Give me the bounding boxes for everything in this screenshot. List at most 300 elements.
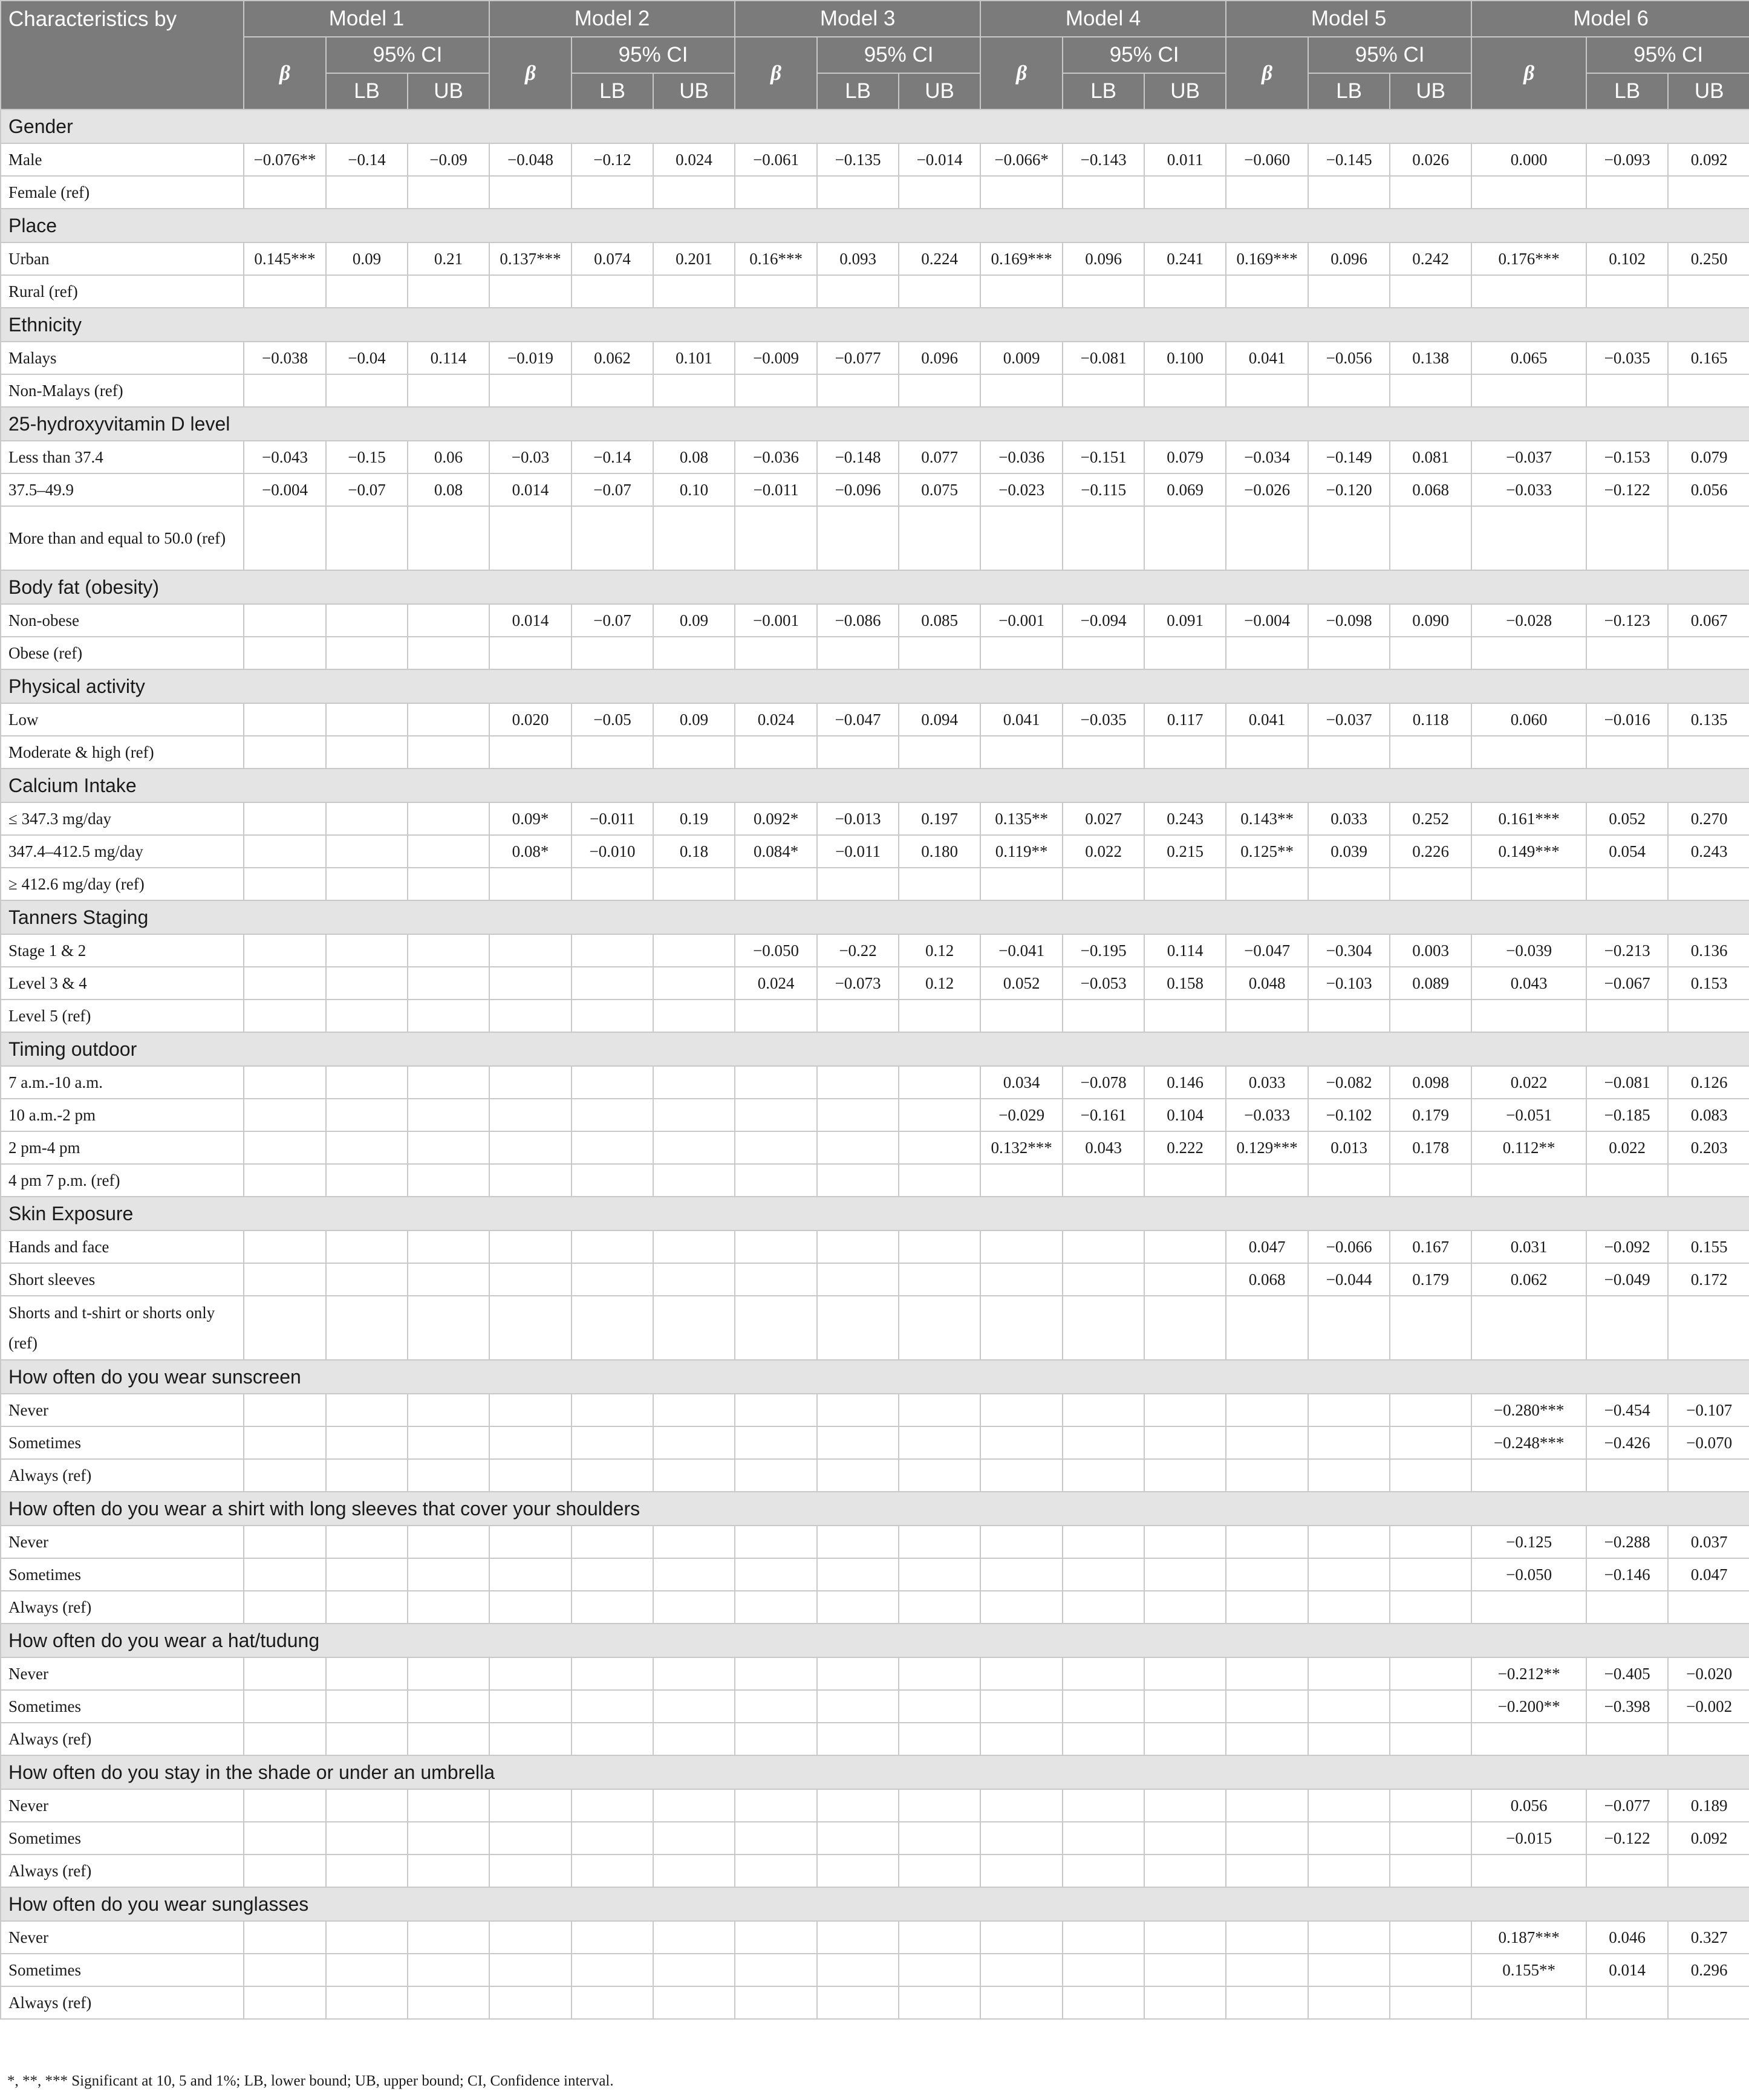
value-cell xyxy=(653,1164,735,1197)
row-label: Sometimes xyxy=(1,1426,244,1459)
value-cell: 0.153 xyxy=(1668,967,1749,1000)
value-cell xyxy=(408,1131,489,1164)
value-cell: −0.002 xyxy=(1668,1690,1749,1723)
value-cell xyxy=(899,1921,980,1954)
section-title: Physical activity xyxy=(1,669,1749,703)
value-cell: −0.102 xyxy=(1308,1099,1390,1131)
value-cell: 0.12 xyxy=(899,934,980,967)
value-cell xyxy=(1586,1296,1668,1360)
section-row xyxy=(1,1492,1749,1526)
table-row xyxy=(1,1723,1749,1755)
value-cell xyxy=(1586,736,1668,769)
value-cell xyxy=(1226,506,1308,570)
header-lb-model-1: LB xyxy=(326,73,408,109)
value-cell xyxy=(244,1066,326,1099)
value-cell: −0.047 xyxy=(1226,934,1308,967)
value-cell xyxy=(244,1690,326,1723)
value-cell xyxy=(817,1723,899,1755)
value-cell xyxy=(1063,374,1144,407)
row-label: Malays xyxy=(1,342,244,374)
value-cell xyxy=(653,934,735,967)
value-cell xyxy=(1586,1164,1668,1197)
value-cell xyxy=(572,1131,653,1164)
value-cell xyxy=(326,1426,408,1459)
value-cell xyxy=(735,868,817,900)
value-cell xyxy=(980,1723,1063,1755)
value-cell xyxy=(326,1723,408,1755)
value-cell xyxy=(408,1394,489,1426)
value-cell xyxy=(1668,637,1749,669)
value-cell: −0.05 xyxy=(572,703,653,736)
value-cell xyxy=(1144,1000,1226,1032)
value-cell xyxy=(1471,1000,1586,1032)
value-cell: 0.197 xyxy=(899,802,980,835)
table-row xyxy=(1,1394,1749,1426)
value-cell: −0.03 xyxy=(489,441,572,473)
value-cell: 0.126 xyxy=(1668,1066,1749,1099)
value-cell xyxy=(326,1657,408,1690)
value-cell xyxy=(735,1164,817,1197)
value-cell xyxy=(1390,1296,1471,1360)
value-cell xyxy=(326,1164,408,1197)
value-cell xyxy=(735,1855,817,1887)
value-cell: 0.079 xyxy=(1668,441,1749,473)
value-cell: 0.096 xyxy=(899,342,980,374)
value-cell: 0.222 xyxy=(1144,1131,1226,1164)
header-beta-model-2: β xyxy=(489,37,572,109)
value-cell xyxy=(1390,1394,1471,1426)
value-cell xyxy=(1390,1789,1471,1822)
value-cell xyxy=(817,506,899,570)
value-cell: 0.024 xyxy=(735,703,817,736)
row-label: Shorts and t-shirt or shorts only (ref) xyxy=(1,1296,244,1360)
value-cell: 0.093 xyxy=(817,242,899,275)
value-cell: −0.011 xyxy=(817,835,899,868)
value-cell xyxy=(1668,1855,1749,1887)
value-cell xyxy=(489,176,572,209)
value-cell xyxy=(1144,1558,1226,1591)
value-cell xyxy=(244,1558,326,1591)
header-lb-model-6: LB xyxy=(1586,73,1668,109)
value-cell: −0.07 xyxy=(326,473,408,506)
value-cell xyxy=(1668,1164,1749,1197)
value-cell: 0.062 xyxy=(1471,1263,1586,1296)
value-cell: −0.039 xyxy=(1471,934,1586,967)
value-cell xyxy=(817,1558,899,1591)
table-row xyxy=(1,275,1749,308)
value-cell: −0.041 xyxy=(980,934,1063,967)
value-cell: −0.248*** xyxy=(1471,1426,1586,1459)
value-cell xyxy=(1390,506,1471,570)
header-beta-model-1: β xyxy=(244,37,326,109)
value-cell xyxy=(735,1789,817,1822)
value-cell xyxy=(408,736,489,769)
row-label: Sometimes xyxy=(1,1690,244,1723)
value-cell: −0.056 xyxy=(1308,342,1390,374)
value-cell xyxy=(1390,868,1471,900)
value-cell: −0.020 xyxy=(1668,1657,1749,1690)
table-body xyxy=(1,109,1749,2019)
value-cell xyxy=(817,1986,899,2019)
value-cell: −0.004 xyxy=(244,473,326,506)
value-cell xyxy=(572,1822,653,1855)
value-cell xyxy=(408,1164,489,1197)
value-cell: 0.146 xyxy=(1144,1066,1226,1099)
value-cell xyxy=(980,1526,1063,1558)
value-cell: −0.093 xyxy=(1586,143,1668,176)
value-cell xyxy=(1226,1954,1308,1986)
value-cell xyxy=(653,637,735,669)
section-title: How often do you wear sunglasses xyxy=(1,1887,1749,1921)
value-cell xyxy=(1308,275,1390,308)
value-cell xyxy=(244,1099,326,1131)
value-cell xyxy=(326,1000,408,1032)
section-title: Ethnicity xyxy=(1,308,1749,342)
value-cell xyxy=(1308,374,1390,407)
value-cell xyxy=(1308,1558,1390,1591)
value-cell xyxy=(489,506,572,570)
value-cell xyxy=(489,1855,572,1887)
table-row xyxy=(1,374,1749,407)
value-cell xyxy=(1308,736,1390,769)
row-label: Less than 37.4 xyxy=(1,441,244,473)
value-cell: 0.119** xyxy=(980,835,1063,868)
value-cell xyxy=(572,1066,653,1099)
value-cell: 0.178 xyxy=(1390,1131,1471,1164)
value-cell xyxy=(653,1591,735,1624)
value-cell: −0.213 xyxy=(1586,934,1668,967)
header-ci-model-5: 95% CI xyxy=(1308,37,1471,73)
value-cell xyxy=(980,506,1063,570)
value-cell xyxy=(326,1558,408,1591)
value-cell: −0.185 xyxy=(1586,1099,1668,1131)
value-cell: −0.001 xyxy=(980,604,1063,637)
value-cell xyxy=(1471,275,1586,308)
value-cell xyxy=(1308,1459,1390,1492)
value-cell xyxy=(653,506,735,570)
value-cell xyxy=(817,1426,899,1459)
value-cell xyxy=(1063,1986,1144,2019)
value-cell xyxy=(408,1657,489,1690)
value-cell xyxy=(244,868,326,900)
value-cell: 0.056 xyxy=(1668,473,1749,506)
value-cell xyxy=(1144,868,1226,900)
value-cell xyxy=(489,1263,572,1296)
value-cell: 0.065 xyxy=(1471,342,1586,374)
value-cell: 0.21 xyxy=(408,242,489,275)
value-cell: 0.102 xyxy=(1586,242,1668,275)
value-cell xyxy=(1668,176,1749,209)
value-cell xyxy=(572,176,653,209)
value-cell xyxy=(653,1855,735,1887)
value-cell xyxy=(572,1723,653,1755)
value-cell xyxy=(899,1296,980,1360)
value-cell xyxy=(653,275,735,308)
value-cell xyxy=(817,736,899,769)
value-cell: 0.135** xyxy=(980,802,1063,835)
value-cell xyxy=(1063,176,1144,209)
value-cell xyxy=(1390,1822,1471,1855)
row-label: Low xyxy=(1,703,244,736)
value-cell xyxy=(1063,637,1144,669)
value-cell xyxy=(1390,736,1471,769)
value-cell: −0.051 xyxy=(1471,1099,1586,1131)
value-cell xyxy=(817,1131,899,1164)
value-cell xyxy=(980,1230,1063,1263)
value-cell: −0.07 xyxy=(572,473,653,506)
value-cell xyxy=(244,736,326,769)
value-cell xyxy=(899,1986,980,2019)
value-cell xyxy=(899,637,980,669)
value-cell: 0.09 xyxy=(326,242,408,275)
value-cell: −0.060 xyxy=(1226,143,1308,176)
value-cell: −0.061 xyxy=(735,143,817,176)
value-cell: −0.035 xyxy=(1586,342,1668,374)
value-cell xyxy=(735,637,817,669)
value-cell: −0.096 xyxy=(817,473,899,506)
value-cell xyxy=(817,275,899,308)
value-cell: 0.145*** xyxy=(244,242,326,275)
value-cell xyxy=(899,1426,980,1459)
value-cell xyxy=(1063,1296,1144,1360)
value-cell xyxy=(735,1822,817,1855)
value-cell xyxy=(735,1526,817,1558)
value-cell xyxy=(653,1657,735,1690)
row-label: Always (ref) xyxy=(1,1855,244,1887)
value-cell: −0.146 xyxy=(1586,1558,1668,1591)
value-cell xyxy=(244,1296,326,1360)
value-cell: 0.054 xyxy=(1586,835,1668,868)
value-cell xyxy=(1308,1000,1390,1032)
value-cell: 0.033 xyxy=(1308,802,1390,835)
value-cell xyxy=(1226,868,1308,900)
value-cell: 0.135 xyxy=(1668,703,1749,736)
value-cell xyxy=(980,1954,1063,1986)
row-label: Always (ref) xyxy=(1,1986,244,2019)
value-cell: −0.043 xyxy=(244,441,326,473)
value-cell: 0.052 xyxy=(1586,802,1668,835)
value-cell: −0.067 xyxy=(1586,967,1668,1000)
header-lb-model-5: LB xyxy=(1308,73,1390,109)
table-row xyxy=(1,1855,1749,1887)
value-cell xyxy=(1390,1459,1471,1492)
value-cell: 0.020 xyxy=(489,703,572,736)
value-cell: −0.153 xyxy=(1586,441,1668,473)
value-cell xyxy=(489,1558,572,1591)
value-cell xyxy=(1063,1000,1144,1032)
value-cell xyxy=(408,868,489,900)
header-row-beta-ci xyxy=(1,37,1749,73)
value-cell: 0.215 xyxy=(1144,835,1226,868)
value-cell xyxy=(817,1230,899,1263)
value-cell xyxy=(899,1855,980,1887)
value-cell xyxy=(489,1296,572,1360)
value-cell xyxy=(1390,1954,1471,1986)
value-cell xyxy=(1308,1591,1390,1624)
value-cell xyxy=(1586,1855,1668,1887)
value-cell xyxy=(980,1459,1063,1492)
value-cell: 0.068 xyxy=(1390,473,1471,506)
value-cell: 0.19 xyxy=(653,802,735,835)
value-cell xyxy=(244,1822,326,1855)
row-label: Never xyxy=(1,1657,244,1690)
value-cell: −0.07 xyxy=(572,604,653,637)
value-cell: 0.089 xyxy=(1390,967,1471,1000)
value-cell: −0.14 xyxy=(572,441,653,473)
value-cell: 0.201 xyxy=(653,242,735,275)
row-label: 7 a.m.-10 a.m. xyxy=(1,1066,244,1099)
value-cell xyxy=(326,703,408,736)
value-cell xyxy=(1390,1164,1471,1197)
table-row xyxy=(1,1526,1749,1558)
value-cell xyxy=(408,604,489,637)
value-cell xyxy=(1144,1855,1226,1887)
value-cell xyxy=(1226,1296,1308,1360)
value-cell xyxy=(735,1230,817,1263)
value-cell: 0.092 xyxy=(1668,143,1749,176)
value-cell xyxy=(489,374,572,407)
value-cell xyxy=(1586,1986,1668,2019)
value-cell xyxy=(1668,868,1749,900)
value-cell xyxy=(244,802,326,835)
value-cell: −0.033 xyxy=(1226,1099,1308,1131)
value-cell: 0.069 xyxy=(1144,473,1226,506)
value-cell xyxy=(408,1986,489,2019)
value-cell: 0.06 xyxy=(408,441,489,473)
value-cell xyxy=(1144,1426,1226,1459)
value-cell: −0.037 xyxy=(1471,441,1586,473)
value-cell xyxy=(1586,374,1668,407)
value-cell xyxy=(1226,374,1308,407)
value-cell xyxy=(980,1690,1063,1723)
value-cell: 0.098 xyxy=(1390,1066,1471,1099)
value-cell xyxy=(899,736,980,769)
value-cell: −0.086 xyxy=(817,604,899,637)
value-cell xyxy=(326,1394,408,1426)
table-row xyxy=(1,1822,1749,1855)
row-label: ≥ 412.6 mg/day (ref) xyxy=(1,868,244,900)
value-cell xyxy=(735,1426,817,1459)
value-cell xyxy=(408,1855,489,1887)
value-cell xyxy=(244,1459,326,1492)
section-title: Body fat (obesity) xyxy=(1,570,1749,604)
value-cell: 0.094 xyxy=(899,703,980,736)
value-cell xyxy=(408,1426,489,1459)
value-cell xyxy=(653,1394,735,1426)
value-cell xyxy=(1063,1954,1144,1986)
value-cell xyxy=(653,1459,735,1492)
value-cell: −0.078 xyxy=(1063,1066,1144,1099)
value-cell: 0.136 xyxy=(1668,934,1749,967)
value-cell xyxy=(653,374,735,407)
value-cell xyxy=(653,176,735,209)
value-cell xyxy=(1308,1690,1390,1723)
section-title: How often do you wear sunscreen xyxy=(1,1360,1749,1394)
value-cell xyxy=(1144,1526,1226,1558)
value-cell xyxy=(244,275,326,308)
value-cell xyxy=(899,176,980,209)
value-cell xyxy=(980,1164,1063,1197)
value-cell xyxy=(1668,736,1749,769)
value-cell xyxy=(408,1263,489,1296)
value-cell: 0.08 xyxy=(653,441,735,473)
value-cell xyxy=(1390,1000,1471,1032)
value-cell: 0.022 xyxy=(1586,1131,1668,1164)
value-cell xyxy=(244,1986,326,2019)
table-row xyxy=(1,1230,1749,1263)
value-cell xyxy=(980,1296,1063,1360)
value-cell xyxy=(1063,1789,1144,1822)
value-cell: 0.09 xyxy=(653,604,735,637)
section-row xyxy=(1,1032,1749,1066)
value-cell xyxy=(1144,1591,1226,1624)
section-row xyxy=(1,407,1749,441)
value-cell: 0.187*** xyxy=(1471,1921,1586,1954)
value-cell xyxy=(1063,1690,1144,1723)
value-cell: −0.15 xyxy=(326,441,408,473)
value-cell: −0.426 xyxy=(1586,1426,1668,1459)
table-row xyxy=(1,473,1749,506)
value-cell: 0.014 xyxy=(489,604,572,637)
value-cell xyxy=(1063,1822,1144,1855)
value-cell xyxy=(1063,1526,1144,1558)
value-cell: 0.067 xyxy=(1668,604,1749,637)
value-cell xyxy=(817,1657,899,1690)
value-cell xyxy=(980,1986,1063,2019)
value-cell xyxy=(735,275,817,308)
value-cell xyxy=(735,1723,817,1755)
value-cell: 0.096 xyxy=(1308,242,1390,275)
value-cell xyxy=(408,967,489,1000)
value-cell xyxy=(1471,868,1586,900)
value-cell xyxy=(899,1954,980,1986)
value-cell: −0.011 xyxy=(735,473,817,506)
value-cell: −0.081 xyxy=(1586,1066,1668,1099)
value-cell xyxy=(572,1591,653,1624)
value-cell: −0.066* xyxy=(980,143,1063,176)
value-cell xyxy=(244,1789,326,1822)
value-cell: 0.100 xyxy=(1144,342,1226,374)
value-cell xyxy=(408,703,489,736)
value-cell xyxy=(489,1822,572,1855)
value-cell xyxy=(899,374,980,407)
value-cell: 0.18 xyxy=(653,835,735,868)
value-cell xyxy=(1144,1263,1226,1296)
value-cell xyxy=(489,868,572,900)
header-row-models xyxy=(1,1,1749,37)
table-row xyxy=(1,1591,1749,1624)
value-cell xyxy=(408,1822,489,1855)
header-ub-model-4: UB xyxy=(1144,73,1226,109)
value-cell xyxy=(1668,506,1749,570)
value-cell: −0.019 xyxy=(489,342,572,374)
value-cell: 0.09 xyxy=(653,703,735,736)
value-cell: −0.280*** xyxy=(1471,1394,1586,1426)
value-cell: −0.405 xyxy=(1586,1657,1668,1690)
value-cell: 0.084* xyxy=(735,835,817,868)
value-cell: 0.143** xyxy=(1226,802,1308,835)
value-cell xyxy=(653,1099,735,1131)
value-cell xyxy=(980,1855,1063,1887)
header-ub-model-6: UB xyxy=(1668,73,1749,109)
value-cell xyxy=(1471,1164,1586,1197)
value-cell: 0.037 xyxy=(1668,1526,1749,1558)
value-cell xyxy=(326,967,408,1000)
section-row xyxy=(1,900,1749,934)
header-model-6: Model 6 xyxy=(1471,1,1749,37)
value-cell xyxy=(489,1164,572,1197)
value-cell xyxy=(489,1230,572,1263)
